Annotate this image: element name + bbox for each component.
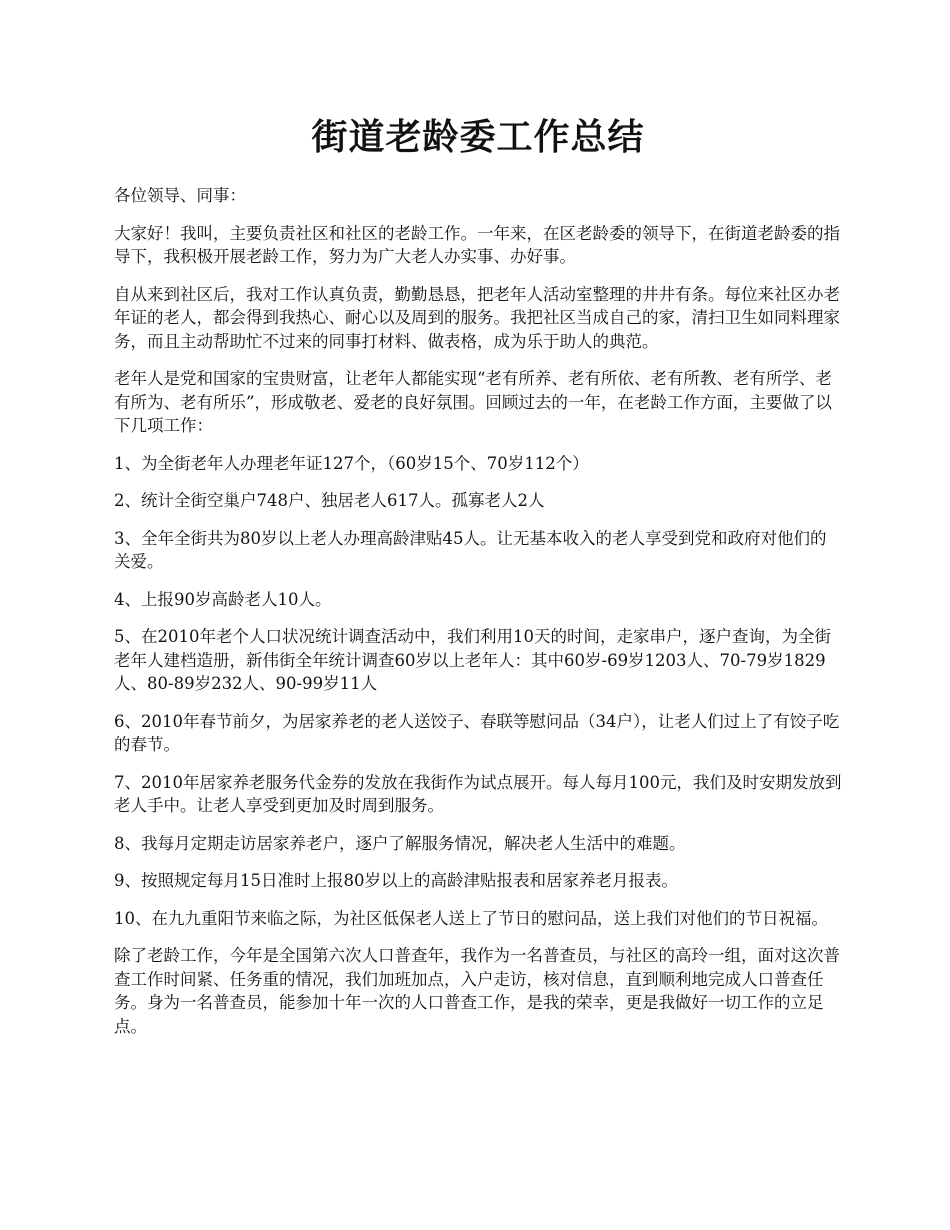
paragraph-item-1: 1、为全街老年人办理老年证127个，（60岁15个、70岁112个） [114, 453, 589, 473]
paragraph-item-9: 9、按照规定每月15日准时上报80岁以上的高龄津贴报表和居家养老月报表。 [114, 871, 678, 890]
document-title: 街道老龄委工作总结 [311, 116, 645, 158]
paragraph-item-4: 4、上报90岁高龄老人10人。 [114, 589, 332, 609]
paragraph-attitude: 自从来到社区后，我对工作认真负责，勤勤恳恳，把老年人活动室整理的井井有条。每位来社区办老年证的老人，都会得到我热心、耐心以及周到的服务。我把社区当成自己的家，清扫卫生如同料理家务，而且主动帮助忙不过来的同事打材料、做表格，成为乐于助人的典范。 [114, 284, 840, 351]
paragraph-item-7: 7、2010年居家养老服务代金券的发放在我街作为试点展开。每人每月100元，我们及时安期发放到老人手中。让老人享受到更加及时周到服务。 [114, 772, 842, 815]
paragraph-item-6: 6、2010年春节前夕，为居家养老的老人送饺子、春联等慰问品（34户），让老人们过上了有饺子吃的春节。 [114, 711, 840, 754]
paragraph-item-3: 3、全年全街共为80岁以上老人办理高龄津贴45人。让无基本收入的老人享受到党和政府对他们的关爱。 [114, 528, 827, 571]
paragraph-intro: 大家好！我叫，主要负责社区和社区的老龄工作。一年来，在区老龄委的领导下，在街道老龄委的指导下，我积极开展老龄工作，努力为广大老人办实事、办好事。 [114, 223, 840, 266]
document-page [114, 0, 842, 1052]
paragraph-greeting: 各位领导、同事： [114, 186, 246, 205]
paragraph-item-2: 2、统计全街空巢户748户、独居老人617人。孤寡老人2人 [114, 491, 545, 510]
paragraph-item-5: 5、在2010年老个人口状况统计调查活动中，我们利用10天的时间，走家串户，逐户查询，为全街老年人建档造册，新伟街全年统计调查60岁以上老年人：其中60岁-69岁1203人、70-79岁1829人、80-89岁232人、90-99岁11人 [114, 627, 831, 693]
paragraph-overview: 老年人是党和国家的宝贵财富，让老年人都能实现“老有所养、老有所依、老有所教、老有所学、老有所为、老有所乐”，形成敬老、爱老的良好氛围。回顾过去的一年，在老龄工作方面，主要做了以下几项工作： [114, 369, 832, 435]
document-body [114, 184, 842, 1038]
paragraph-census: 除了老龄工作，今年是全国第六次人口普查年，我作为一名普查员，与社区的高玲一组，面对这次普查工作时间紧、任务重的情况，我们加班加点，入户走访，核对信息，直到顺利地完成人口普查任务。身为一名普查员，能参加十年一次的人口普查工作，是我的荣幸，更是我做好一切工作的立足点。 [114, 946, 840, 1036]
paragraph-item-8: 8、我每月定期走访居家养老户，逐户了解服务情况，解决老人生活中的难题。 [114, 833, 686, 853]
paragraph-item-10: 10、在九九重阳节来临之际，为社区低保老人送上了节日的慰问品，送上我们对他们的节日祝福。 [114, 908, 828, 928]
